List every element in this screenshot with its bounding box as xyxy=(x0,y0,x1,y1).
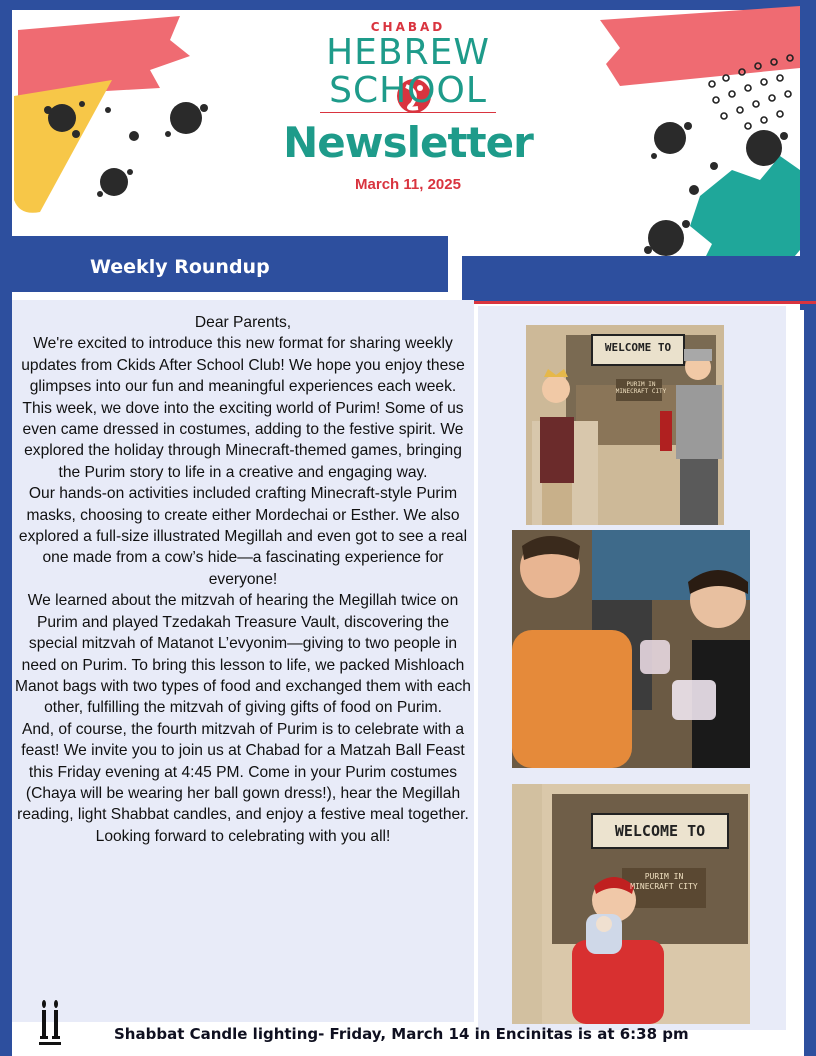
body-paragraph: This week, we dove into the exciting world of Purim! Some of us even came dressed in costumes, adding to the festive spirit. We explored the holiday through Minecraft-themed games, bringing the Purim story to life in a creative and engaging way. xyxy=(22,399,464,481)
section-band-right xyxy=(462,256,816,304)
photo-costumes xyxy=(526,325,724,525)
sign-welcome-top: WELCOME TO xyxy=(604,341,672,354)
sign-minecraft-bottom: PURIM IN MINECRAFT CITY xyxy=(630,872,698,891)
body-paragraph: Looking forward to celebrating with you all! xyxy=(95,827,391,845)
body-paragraph: And, of course, the fourth mitzvah of Purim is to celebrate with a feast! We invite you to join us at Chabad for a Matzah Ball Feast this Friday evening at 4:45 PM. Come in your Purim costumes (Chaya will be wearing her ball gown dress!), hear the Megillah reading, light Shabbat candles, and enjoy a festive meal together. xyxy=(17,720,469,824)
newsletter-date: March 11, 2025 xyxy=(355,176,461,193)
logo-hebrew-text: HEBREW xyxy=(326,32,490,73)
photo-mask-illustration xyxy=(512,784,750,1024)
photo-mishloach-manot-illustration xyxy=(512,530,750,768)
section-title: Weekly Roundup xyxy=(90,256,270,278)
body-paragraph: Dear Parents, xyxy=(194,314,292,331)
photo-mishloach-manot xyxy=(512,530,750,768)
school-logo xyxy=(258,20,558,113)
body-paragraph: Our hands-on activities included crafting Minecraft-style Purim masks, choosing to create either Mordechai or Esther. We also explored a full-size illustrated Megillah and even got to see a real one made from a cow’s hide—a fascinating experience for everyone! xyxy=(18,485,468,588)
body-paragraph: We're excited to introduce this new format for sharing weekly updates from Ckids After School Club! We hope you enjoy these glimpses into our fun and meaningful experiences each week. xyxy=(21,335,465,396)
sign-minecraft-top: PURIM IN MINECRAFT CITY xyxy=(615,381,667,395)
logo-chabad-text: CHABAD xyxy=(370,20,446,34)
sign-welcome-bottom: WELCOME TO xyxy=(614,822,706,840)
photo-costumes-illustration xyxy=(526,325,724,525)
logo-school-text: SCHOOL xyxy=(329,70,487,111)
candle-lighting-time: Shabbat Candle lighting- Friday, March 14 in Encinitas is at 6:38 pm xyxy=(114,1025,689,1043)
newsletter-title: Newsletter xyxy=(283,118,533,167)
shabbat-candles-icon xyxy=(38,1000,62,1046)
newsletter-body xyxy=(14,312,472,847)
photo-mask xyxy=(512,784,750,1024)
logo-divider xyxy=(320,112,496,113)
body-paragraph: We learned about the mitzvah of hearing the Megillah twice on Purim and played Tzedakah Treasure Vault, discovering the special mitzvah of Matanot L’evyonim—giving to two people in need on Purim. To bring this lesson to life, we packed Mishloach Manot bags with two types of food and exchanged them with each other, fulfilling the mitzvah of giving gifts of food on Purim. xyxy=(15,592,471,717)
